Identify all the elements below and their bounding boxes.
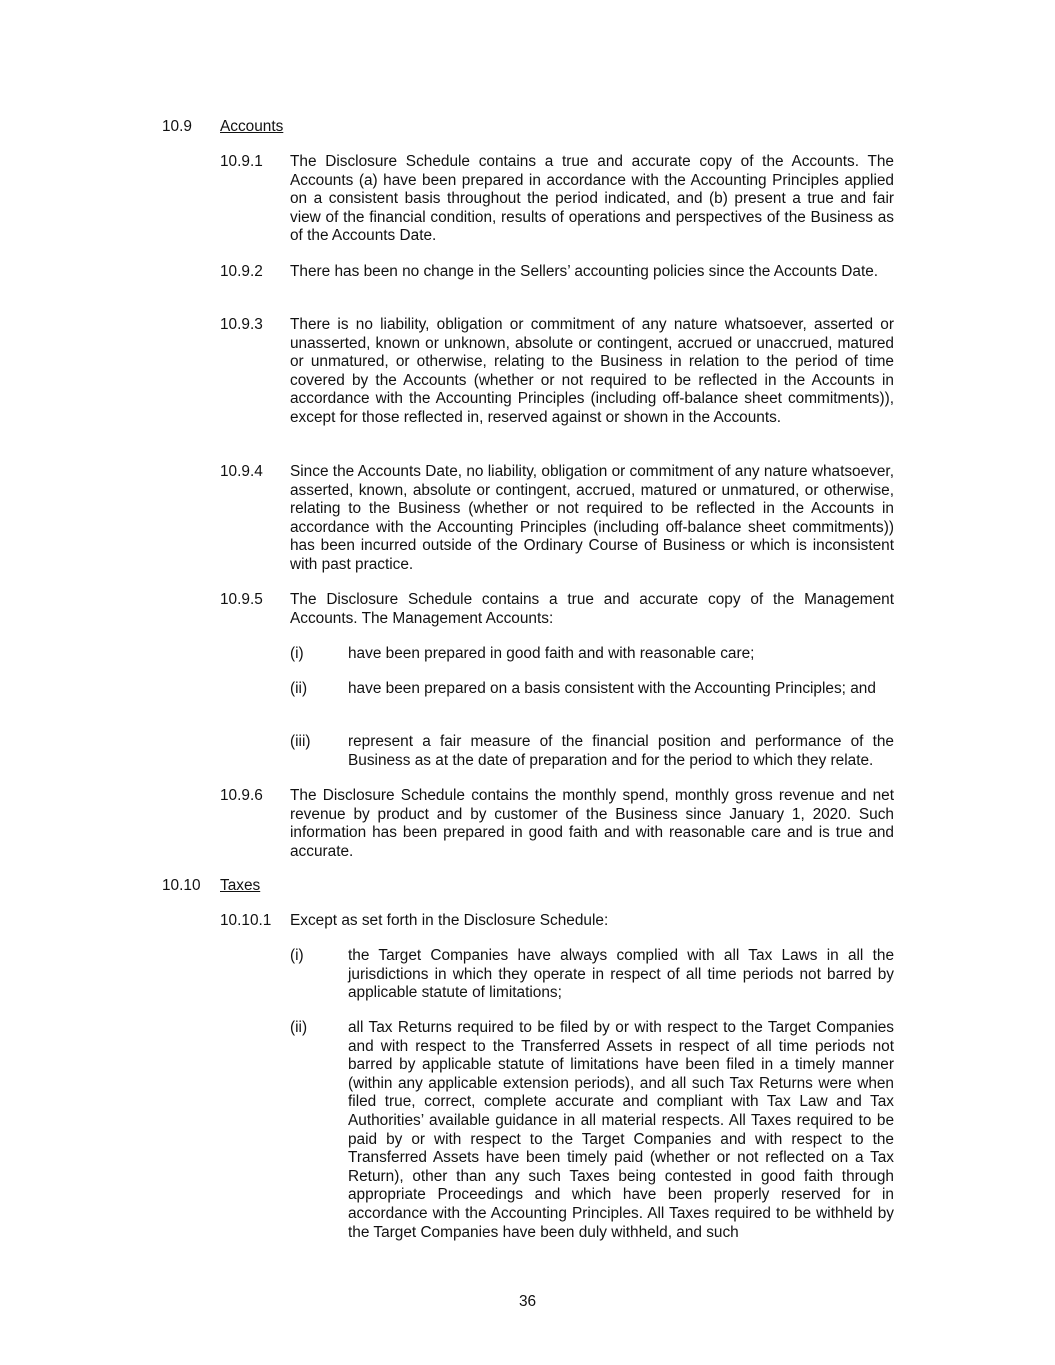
list-item	[290, 645, 894, 664]
clause-10-9-3	[220, 316, 894, 428]
item-number: (ii)	[290, 680, 308, 697]
clause-10-9-4	[220, 463, 894, 575]
item-number: (i)	[290, 645, 304, 662]
section-number: 10.10	[162, 877, 201, 894]
clause-text: The Disclosure Schedule contains the monthly spend, monthly gross revenue and net revenue by product and by customer of the Business since January 1, 2020. Such information has been prepared in good faith and with reasonable care and is true and accurate.	[290, 787, 894, 860]
item-number: (iii)	[290, 733, 311, 750]
clause-number: 10.9.1	[220, 153, 263, 170]
item-text: have been prepared in good faith and with reasonable care;	[348, 645, 755, 662]
item-number: (ii)	[290, 1019, 308, 1036]
item-text: all Tax Returns required to be filed by or with respect to the Target Companies and with respect to the Transferred Assets in respect of all time periods not barred by applicable statute of limitations have been filed in a timely manner (within any applicable extension periods), and all such Tax Returns were when filed true, correct, complete accurate and compliant with Tax Law and Tax Authorities’ available guidance in all material respects. All Taxes required to be paid by or with respect to the Target Companies and with respect to the Transferred Assets have been timely paid (whether or not reflected on a Tax Return), other than any such Taxes being contested in good faith through appropriate Proceedings and which have been properly reserved for in accordance with the Accounting Principles. All Taxes required to be withheld by the Target Companies have been duly withheld, and such	[348, 1019, 894, 1241]
section-heading-10-10	[162, 877, 260, 896]
clause-text: Since the Accounts Date, no liability, obligation or commitment of any nature whatsoever, asserted, known, absolute or contingent, accrued, matured or unmatured, or otherwise, relating to the Business (whether or not required to be reflected in the Accounts in accordance with the Accounting Principles (including off-balance sheet commitments)) has been incurred outside of the Ordinary Course of Business or which is inconsistent with past practice.	[290, 463, 894, 573]
clause-10-9-1	[220, 153, 894, 246]
item-text: represent a fair measure of the financial position and performance of the Business as at the date of preparation and for the period to which they relate.	[348, 733, 894, 769]
item-text: the Target Companies have always complied with all Tax Laws in all the jurisdictions in which they operate in respect of all time periods not barred by applicable statute of limitations;	[348, 947, 894, 1002]
section-heading-10-9	[162, 118, 283, 137]
clause-number: 10.9.2	[220, 263, 263, 280]
clause-number: 10.9.6	[220, 787, 263, 804]
clause-text: The Disclosure Schedule contains a true and accurate copy of the Accounts. The Accounts (a) have been prepared in accordance with the Accounting Principles applied on a consistent basis throughout the period indicated, and (b) present a true and fair view of the financial condition, results of operations and perspectives of the Business as of the Accounts Date.	[290, 153, 894, 245]
clause-text: There is no liability, obligation or commitment of any nature whatsoever, asserted or unasserted, known or unknown, absolute or contingent, accrued or unaccrued, matured or unmatured, or otherwise, relating to the Business in relation to the period of time covered by the Accounts (whether or not required to be reflected in the Accounts in accordance with the Accounting Principles (including off-balance sheet commitments)), except for those reflected in, reserved against or shown in the Accounts.	[290, 316, 894, 426]
list-item	[290, 947, 894, 1003]
clause-text: The Disclosure Schedule contains a true and accurate copy of the Management Accounts. The Management Accounts:	[290, 591, 894, 627]
section-title: Taxes	[220, 877, 261, 894]
item-number: (i)	[290, 947, 304, 964]
clause-number: 10.9.3	[220, 316, 263, 333]
clause-10-9-5	[220, 591, 894, 628]
page-number: 36	[518, 1293, 537, 1310]
clause-10-9-6	[220, 787, 894, 861]
list-item	[290, 733, 894, 770]
clause-text: There has been no change in the Sellers’ accounting policies since the Accounts Date.	[290, 263, 879, 280]
clause-10-10-1	[220, 912, 894, 931]
clause-number: 10.10.1	[220, 912, 272, 929]
section-title: Accounts	[220, 118, 284, 135]
section-number: 10.9	[162, 118, 192, 135]
item-text: have been prepared on a basis consistent with the Accounting Principles; and	[348, 680, 876, 697]
clause-number: 10.9.4	[220, 463, 263, 480]
list-item	[290, 680, 894, 699]
list-item	[290, 1019, 894, 1242]
clause-text: Except as set forth in the Disclosure Schedule:	[290, 912, 609, 929]
clause-10-9-2	[220, 263, 894, 282]
clause-number: 10.9.5	[220, 591, 263, 608]
